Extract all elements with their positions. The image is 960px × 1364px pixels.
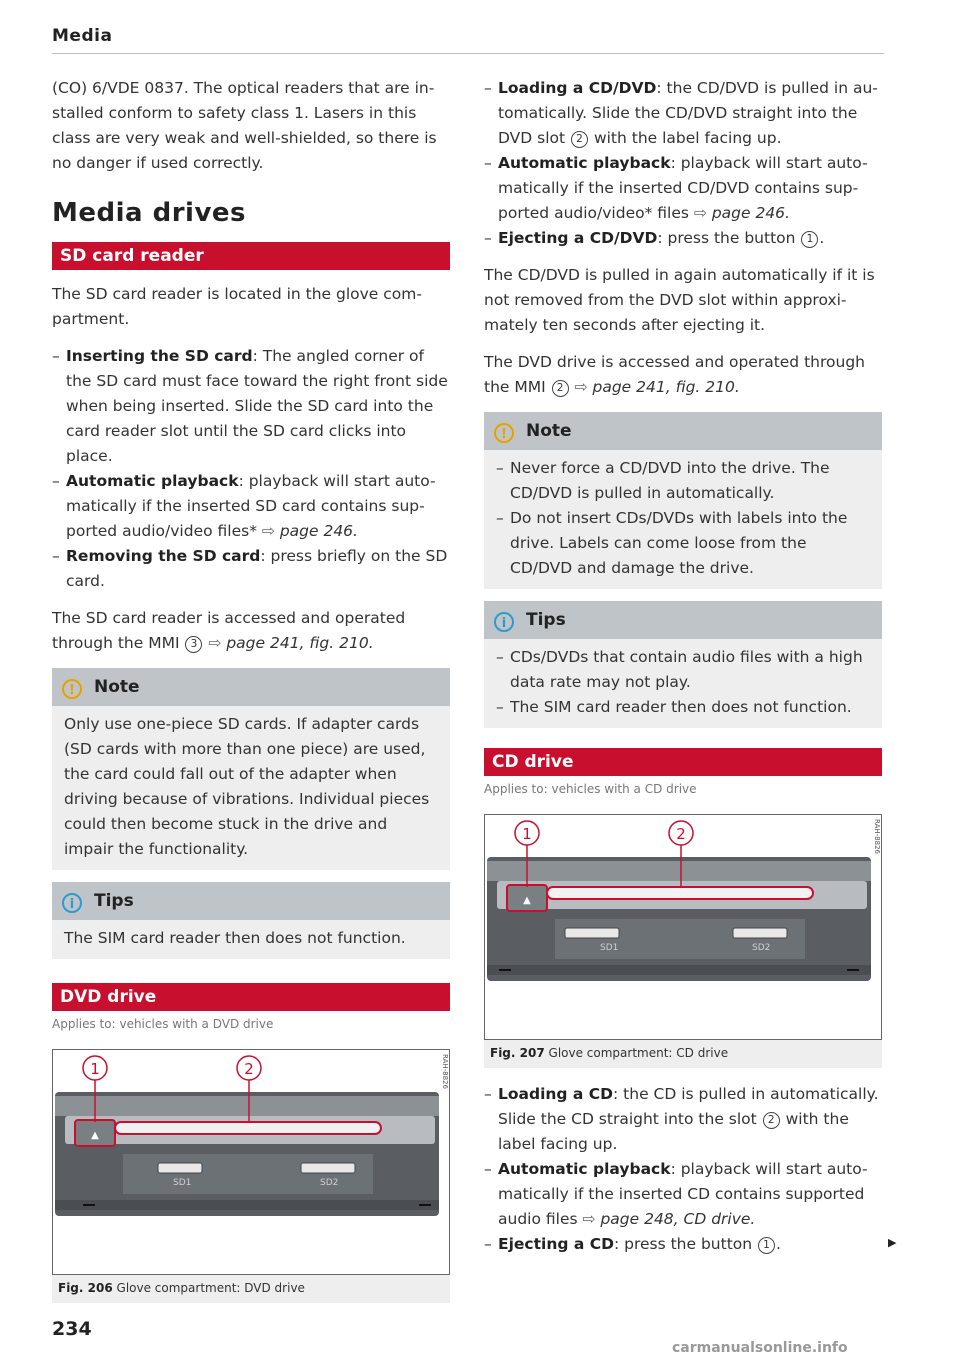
sd-note-box: ! Note Only use one-piece SD cards. If adapter cards (SD cards with more than one piece) are used, the card could fall out of the adapter when driving because of vibrations. Individual pieces could then become stuck in the drive and impair the functionality. [52,668,450,870]
callout-number: 1 [801,231,818,248]
eject-symbol: ▲ [91,1130,99,1141]
arrow-icon: ⇨ [693,204,707,222]
arrow-icon: ⇨ [261,522,275,540]
figure-code: RAH-8826 [441,1054,449,1089]
list-item: – Removing the SD card: press briefly on the SD card. [52,547,448,590]
sd-tips-box: i Tips The SIM card reader then does not function. [52,882,450,959]
cd-applies: Applies to: vehicles with a CD drive [484,782,697,796]
figure-206 [52,1049,450,1303]
callout-number: 2 [571,131,588,148]
page-number: 234 [52,1318,92,1340]
warning-icon: ! [494,423,514,443]
slot-label: SD1 [173,1178,192,1188]
dvd-note-box: ! Note – Never force a CD/DVD into the drive. The CD/DVD is pulled in automatically. – Do not insert CDs/DVDs with labels into the drive. Labels can come loose from the CD/DVD and damage the drive. [484,412,882,589]
callout-number: 2 [552,380,569,397]
continue-arrow-icon: ▶ [888,1236,897,1249]
list-item: – Never force a CD/DVD into the drive. The CD/DVD is pulled in automatically. [496,459,830,502]
info-icon: i [62,893,82,913]
warning-icon: ! [62,679,82,699]
sd-mmi-paragraph: The SD card reader is accessed and operated through the MMI 3 ⇨ page 241, fig. 210. [52,609,406,652]
slot-label: SD2 [752,943,771,953]
page-ref-link[interactable]: page 241, fig. 210. [592,378,740,396]
list-item: – Automatic playback: playback will start auto-matically if the inserted SD card contains sup-ported audio/video files* ⇨ page 246. [52,472,436,540]
watermark: carmanualsonline.info [672,1340,848,1356]
page-ref-link[interactable]: page 246. [279,522,358,540]
dvd-mmi-paragraph: The DVD drive is accessed and operated through the MMI 2 ⇨ page 241, fig. 210. [484,353,865,396]
arrow-icon: ⇨ [582,1210,596,1228]
callout-number: 2 [763,1112,780,1129]
note-text: Only use one-piece SD cards. If adapter cards (SD cards with more than one piece) are used, the card could fall out of the adapter when driving because of vibrations. Individual pieces could then become stuck in the drive and impair the functionality. [64,715,430,858]
page-ref-link[interactable]: page 248, CD drive. [600,1210,756,1228]
dvd-after-eject: The CD/DVD is pulled in again automatically if it is not removed from the DVD slot within approxi-mately ten seconds after ejecting it. [484,266,875,334]
callout-number: 3 [185,636,202,653]
right-column [484,76,882,1269]
sd-intro: The SD card reader is located in the glove com-partment. [52,285,422,328]
dvd-heading: DVD drive [52,983,450,1011]
cd-heading: CD drive [484,748,882,776]
figure-caption: Fig. 207 Glove compartment: CD drive [490,1046,729,1060]
cd-drive-illustration [485,815,881,1037]
info-icon: i [494,612,514,632]
left-column [52,76,450,1317]
dvd-applies: Applies to: vehicles with a DVD drive [52,1017,274,1031]
cd-list [484,1082,882,1257]
header-rule [52,53,884,54]
list-item: – Loading a CD: the CD is pulled in automatically. Slide the CD straight into the slot 2 with the label facing up. [484,1085,879,1153]
figure-caption: Fig. 206 Glove compartment: DVD drive [58,1281,305,1295]
callout-number: 2 [676,825,686,843]
callout-number: 1 [522,825,532,843]
sd-list [52,344,450,594]
page-ref-link[interactable]: page 246. [711,204,790,222]
list-item: – CDs/DVDs that contain audio files with a high data rate may not play. [496,648,863,691]
eject-symbol: ▲ [523,895,531,906]
list-item: – Automatic playback: playback will start auto-matically if the inserted CD/DVD contains sup-ported audio/video* files ⇨ page 246. [484,154,868,222]
dvd-drive-illustration [53,1050,449,1272]
figure-code: RAH-8826 [873,819,881,854]
dvd-list [484,76,882,251]
tips-text: The SIM card reader then does not function. [64,929,406,947]
dvd-tips-box: i Tips – CDs/DVDs that contain audio files with a high data rate may not play. – The SIM card reader then does not function. [484,601,882,728]
list-item: – Ejecting a CD/DVD: press the button 1 . [484,229,825,247]
callout-number: 1 [90,1060,100,1078]
slot-label: SD1 [600,943,619,953]
section-title: Media drives [52,198,247,228]
list-item: – Do not insert CDs/DVDs with labels into the drive. Labels can come loose from the CD/DVD and damage the drive. [496,509,848,577]
arrow-icon: ⇨ [208,634,222,652]
list-item: – Inserting the SD card: The angled corner of the SD card must face toward the right front side when being inserted. Slide the SD card into the card reader slot until the SD card clicks into place. [52,347,448,465]
callout-number: 1 [758,1237,775,1254]
running-header: Media [52,26,113,46]
list-item: – The SIM card reader then does not function. [496,698,852,716]
list-item: – Ejecting a CD: press the button 1 . [484,1235,781,1253]
sd-heading: SD card reader [52,242,450,270]
figure-207 [484,814,882,1068]
callout-number: 2 [244,1060,254,1078]
list-item: – Loading a CD/DVD: the CD/DVD is pulled in au-tomatically. Slide the CD/DVD straight into the DVD slot 2 with the label facing up. [484,79,878,147]
page-ref-link[interactable]: page 241, fig. 210. [226,634,374,652]
arrow-icon: ⇨ [574,378,588,396]
intro-paragraph: (CO) 6/VDE 0837. The optical readers that are in-stalled conform to safety class 1. Lasers in this class are very weak and well-shielded, so there is no danger if used correctly. [52,79,437,172]
slot-label: SD2 [320,1178,339,1188]
list-item: – Automatic playback: playback will start auto-matically if the inserted CD contains supported audio files ⇨ page 248, CD drive. [484,1160,868,1228]
